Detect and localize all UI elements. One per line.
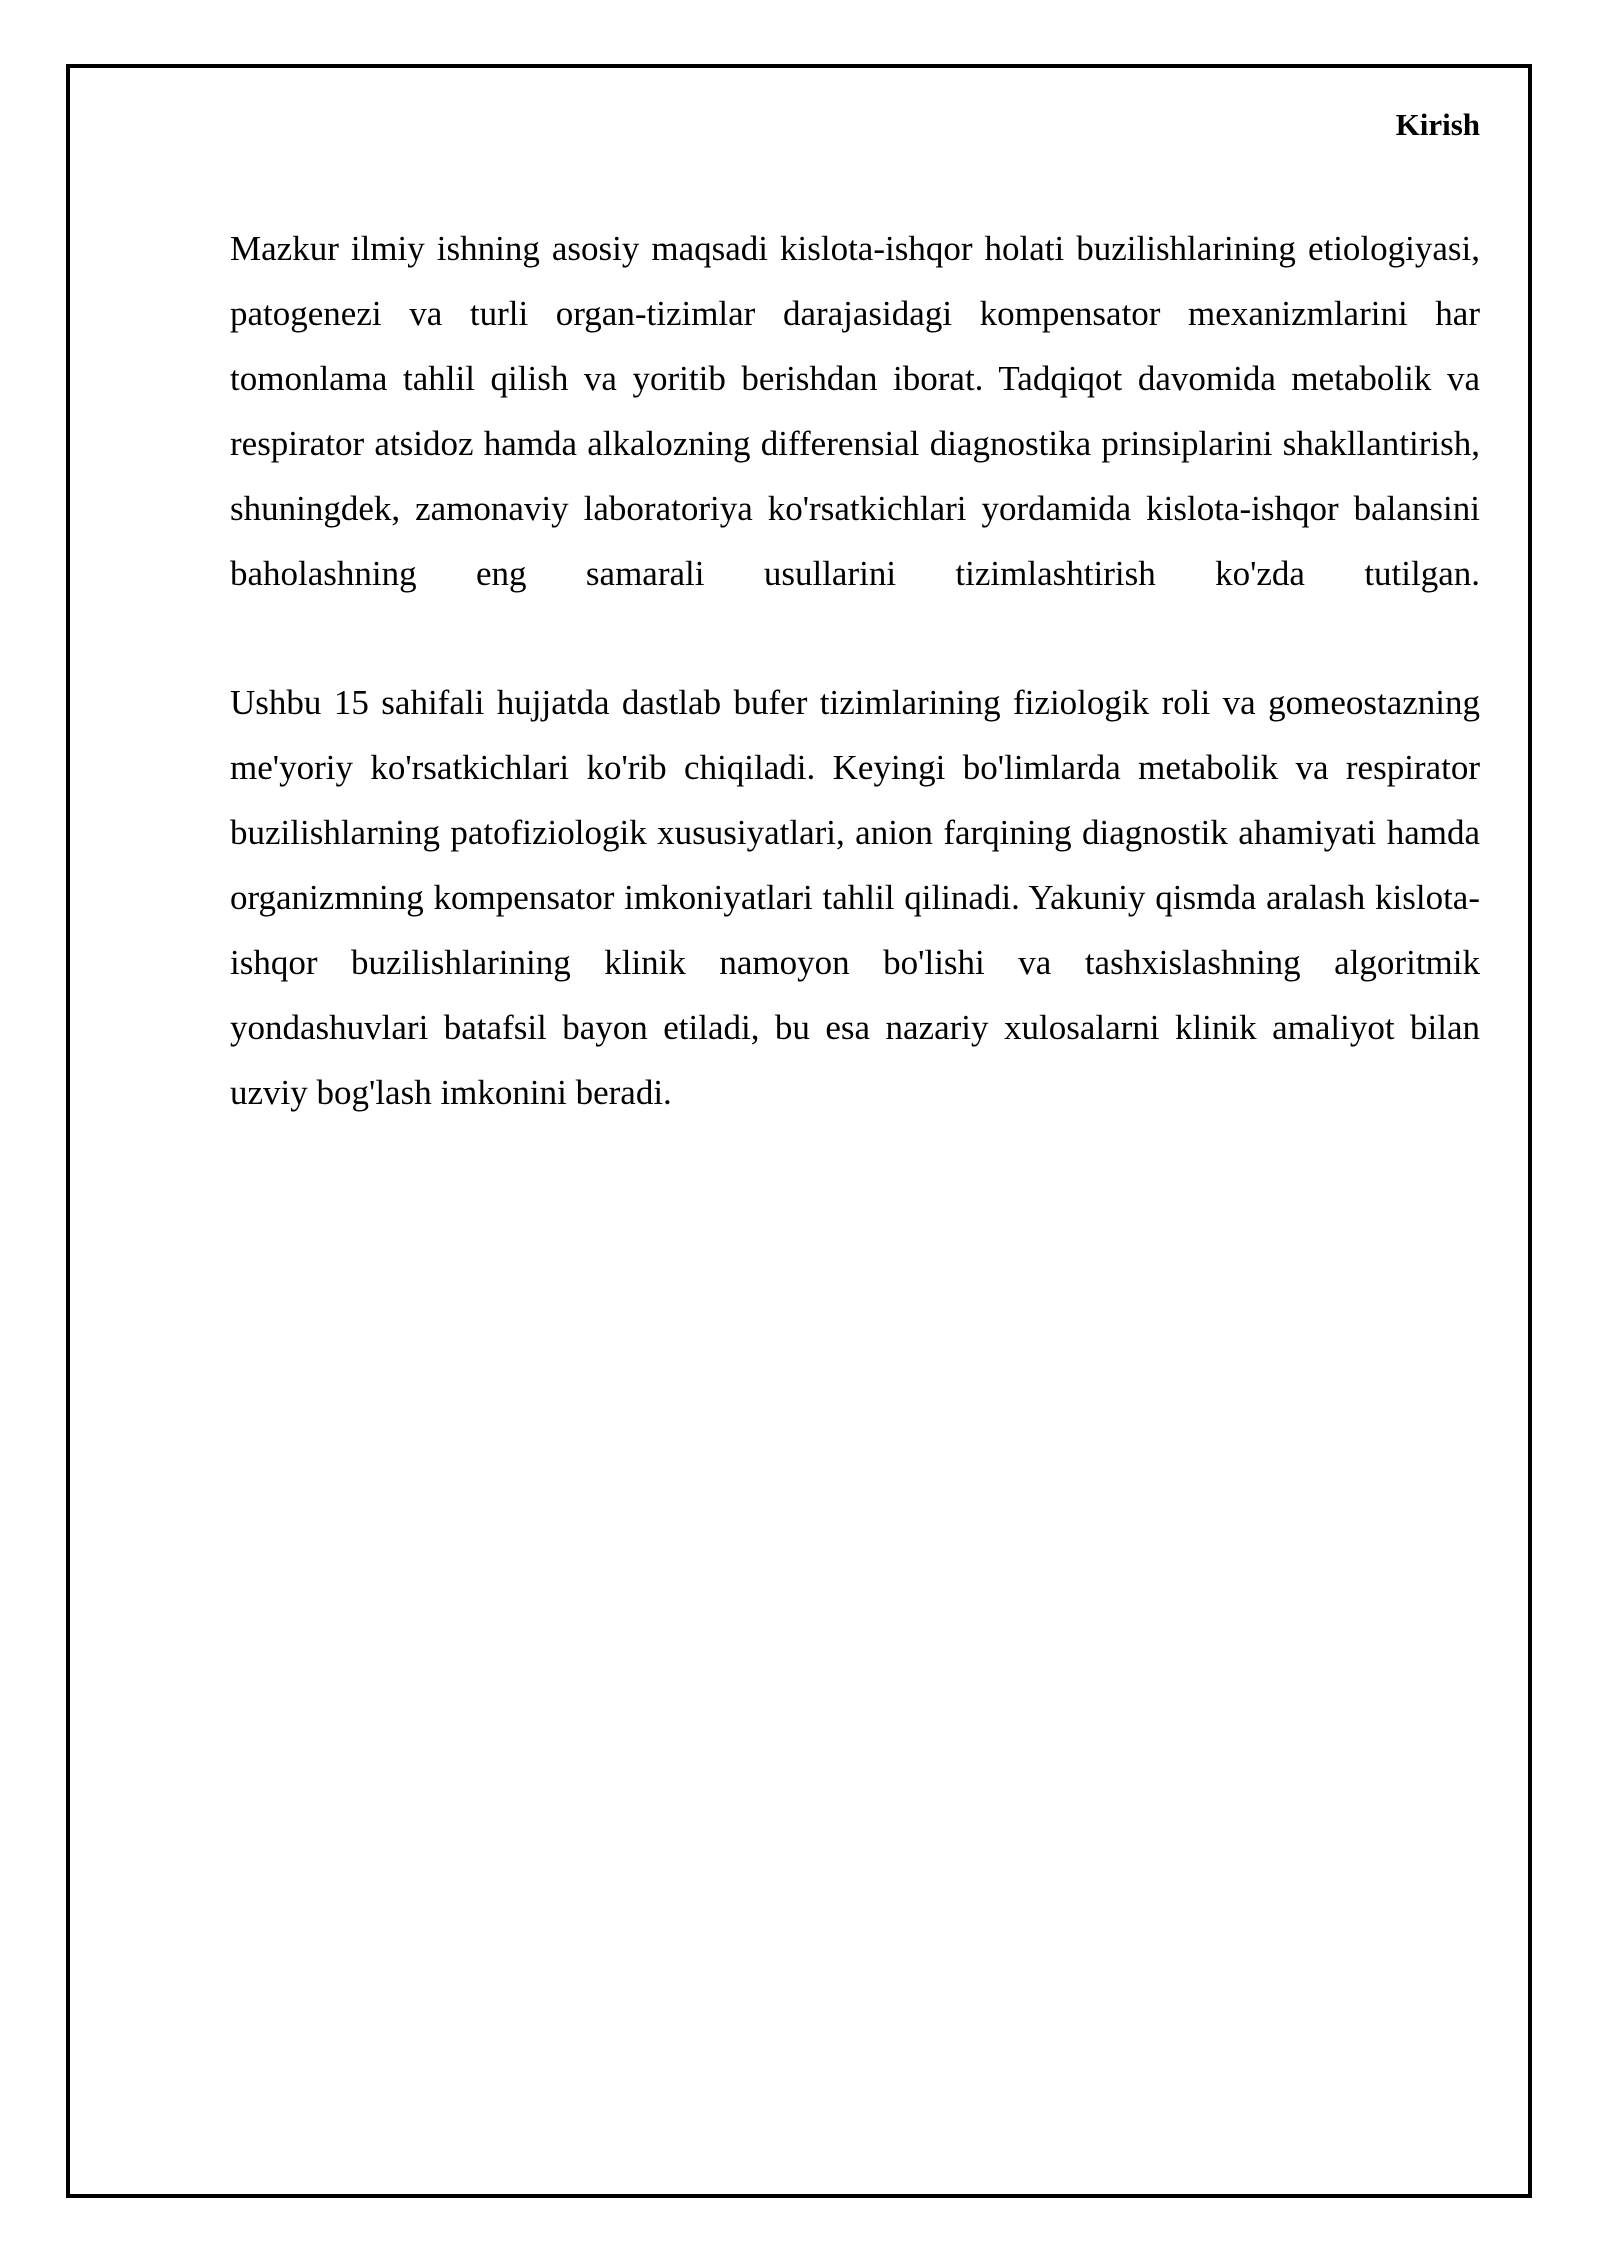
- body-text: [230, 216, 1480, 1189]
- page-border: [66, 64, 1532, 2198]
- paragraph-structure: Ushbu 15 sahifali hujjatda dastlab bufer tizimlarining fiziologik roli va gomeostazning me'yoriy ko'rsatkichlari ko'rib chiqiladi. Keyingi bo'limlarda metabolik va respirator buzilishlarning patofiziologik xususiyatlari, anion farqining diagnostik ahamiyati hamda organizmning kompensator imkoniyatlari tahlil qilinadi. Yakuniy qismda aralash kislota-ishqor buzilishlarining klinik namoyon bo'lishi va tashxislashning algoritmik yondashuvlari batafsil bayon etiladi, bu esa nazariy xulosalarni klinik amaliyot bilan uzviy bog'lash imkonini beradi.: [230, 683, 1480, 1112]
- section-heading: Kirish: [1395, 107, 1480, 142]
- paragraph-purpose: Mazkur ilmiy ishning asosiy maqsadi kislota-ishqor holati buzilishlarining etiologiyasi, patogenezi va turli organ-tizimlar darajasidagi kompensator mexanizmlarini har tomonlama tahlil qilish va yoritib berishdan iborat. Tadqiqot davomida metabolik va respirator atsidoz hamda alkalozning differensial diagnostika prinsiplarini shakllantirish, shuningdek, zamonaviy laboratoriya ko'rsatkichlari yordamida kislota-ishqor balansini baholashning eng samarali usullarini tizimlashtirish ko'zda tutilgan.: [230, 229, 1480, 593]
